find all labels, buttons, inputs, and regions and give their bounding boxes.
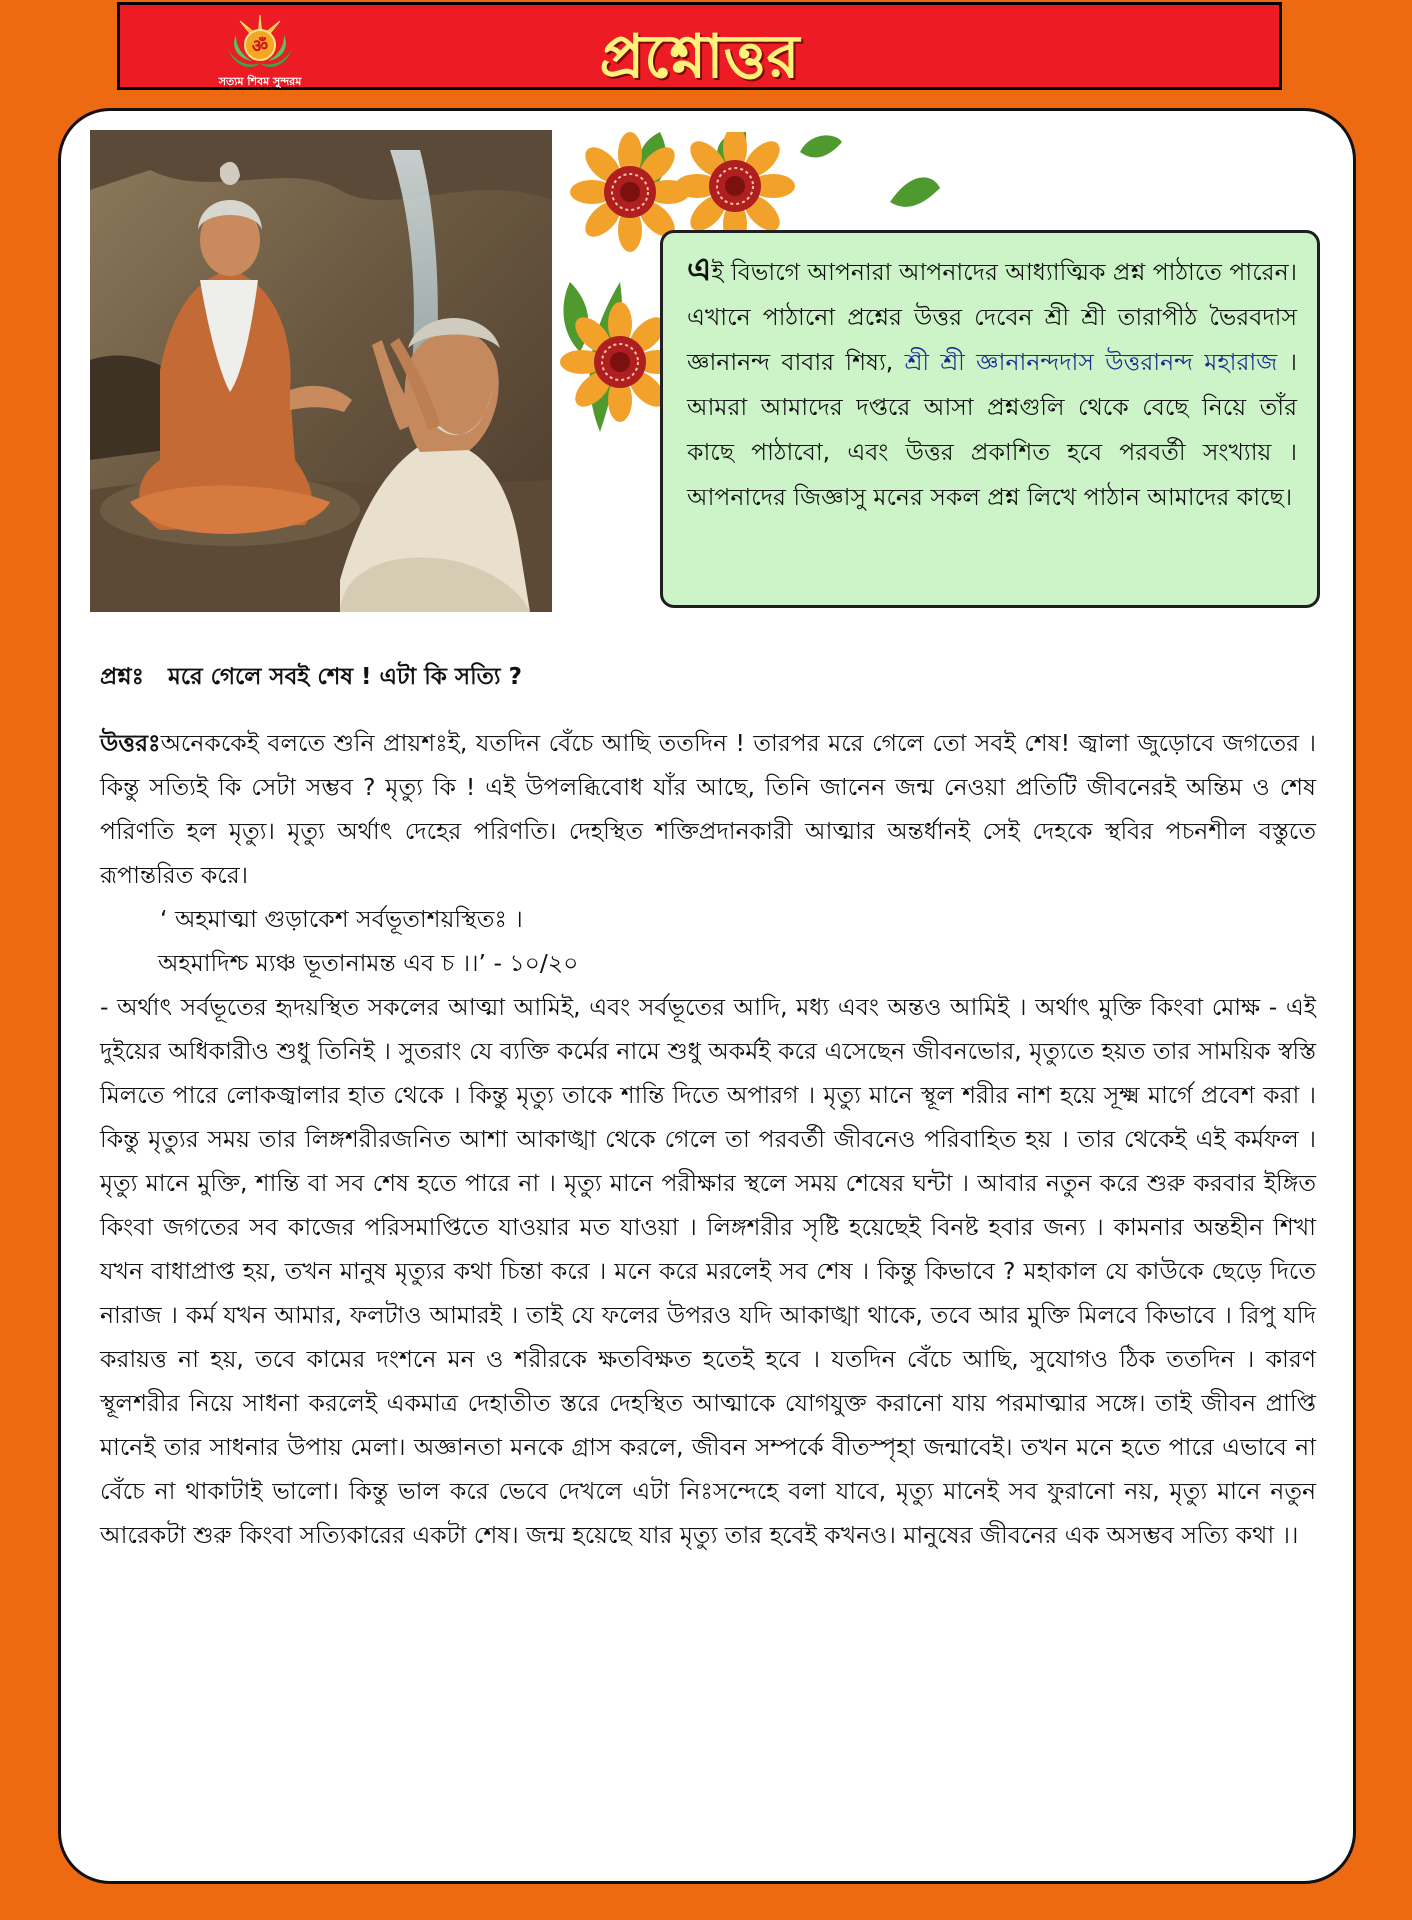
intro-text-b: । আমরা আমাদের দপ্তরে আসা প্রশ্নগুলি থেকে বেছে নিয়ে তাঁর কাছে পাঠাবো, এবং উত্তর প্রকাশিত হবে পরবর্তী সংখ্যায় । আপনাদের জিজ্ঞাসু মনের সকল প্রশ্ন লিখে পাঠান আমাদের কাছে। <box>687 348 1298 511</box>
qa-section <box>100 655 1316 1557</box>
page-title: প্রশ্নোত্তর <box>599 22 800 92</box>
answer-text-1: অনেককেই বলতে শুনি প্রায়শঃই, যতদিন বেঁচে আছি ততদিন ! তারপর মরে গেলে তো সবই শেষ! জ্বালা জুড়োবে জগতের । কিন্তু সত্যিই কি সেটা সম্ভব ? মৃত্যু কি ! এই উপলব্ধিবোধ যাঁর আছে, তিনি জানেন জন্ম নেওয়া প্রতিটি জীবনেরই অন্তিম ও শেষ পরিণতি হল মৃত্যু। মৃত্যু অর্থাৎ দেহের পরিণতি। দেহস্থিত শক্তিপ্রদানকারী আত্মার অন্তর্ধানই সেই দেহকে স্থবির পচনশীল বস্তুতে রূপান্তরিত করে। <box>100 729 1316 889</box>
question <box>100 655 1316 699</box>
header-band <box>117 2 1282 90</box>
answer-paragraph-1 <box>100 721 1316 897</box>
question-text: মরে গেলে সবই শেষ ! এটা কি সত্যি ? <box>167 664 522 690</box>
svg-text:ॐ: ॐ <box>251 36 269 57</box>
verse-line-2: অহমাদিশ্চ ম্যঞ্চ ভূতানামন্ত এব চ ।।’ - ১০/২০ <box>158 949 579 977</box>
intro-dropcap: এ <box>687 250 712 288</box>
intro-text-a: ই বিভাগে আপনারা আপনাদের আধ্যাত্মিক প্রশ্ন পাঠাতে পারেন। এখানে পাঠানো প্রশ্নের উত্তর দেবেন শ্রী শ্রী তারাপীঠ ভৈরবদাস জ্ঞানানন্দ বাবার শিষ্য, <box>687 258 1297 376</box>
intro-box <box>660 230 1320 608</box>
answer-paragraph-2: - অর্থাৎ সর্বভূতের হৃদয়স্থিত সকলের আত্মা আমিই, এবং সর্বভূতের আদি, মধ্য এবং অন্তও আমিই । অর্থাৎ মুক্তি কিংবা মোক্ষ - এই দুইয়ের অধিকারীও শুধু তিনিই । সুতরাং যে ব্যক্তি কর্মের নামে শুধু অকর্মই করে এসেছেন জীবনভোর, মৃত্যুতে হয়ত তার সাময়িক স্বস্তি মিলতে পারে লোকজ্বালার হাত থেকে । কিন্তু মৃত্যু তাকে শান্তি দিতে অপারগ । মৃত্যু মানে স্থূল শরীর নাশ হয়ে সূক্ষ্ম মার্গে প্রবেশ করা । কিন্তু মৃত্যুর সময় তার লিঙ্গশরীরজনিত আশা আকাঙ্খা থেকে গেলে তা পরবর্তী জীবনেও পরিবাহিত হয় । তার থেকেই এই কর্মফল । মৃত্যু মানে মুক্তি, শান্তি বা সব শেষ হতে পারে না । মৃত্যু মানে পরীক্ষার স্থলে সময় শেষের ঘন্টা । আবার নতুন করে শুরু করবার ইঙ্গিত কিংবা জগতের সব কাজের পরিসমাপ্তিতে যাওয়ার মত যাওয়া । লিঙ্গশরীর সৃষ্টি হয়েছেই বিনষ্ট হবার জন্য । কামনার অন্তহীন শিখা যখন বাধাপ্রাপ্ত হয়, তখন মানুষ মৃত্যুর কথা চিন্তা করে । মনে করে মরলেই সব শেষ । কিন্তু কিভাবে ? মহাকাল যে কাউকে ছেড়ে দিতে নারাজ । কর্ম যখন আমার, ফলটাও আমারই । তাই যে ফলের উপরও যদি আকাঙ্খা থাকে, তবে আর মুক্তি মিলবে কিভাবে । রিপু যদি করায়ত্ত না হয়, তবে কামের দংশনে মন ও শরীরকে ক্ষতবিক্ষত হতেই হবে । যতদিন বেঁচে আছি, সুযোগও ঠিক ততদিন । কারণ স্থূলশরীর নিয়ে সাধনা করলেই একমাত্র দেহাতীত স্তরে দেহস্থিত আত্মাকে যোগযুক্ত করানো যায় পরমাত্মার সঙ্গে। তাই জীবন প্রাপ্তি মানেই তার সাধনার উপায় মেলা। অজ্ঞানতা মনকে গ্রাস করলে, জীবন সম্পর্কে বীতস্পৃহা জন্মাবেই। তখন মনে হতে পারে এভাবে না বেঁচে না থাকাটাই ভালো। কিন্তু ভাল করে ভেবে দেখলে এটা নিঃসন্দেহে বলা যাবে, মৃত্যু মানেই সব ফুরানো নয়, মৃত্যু মানে নতুন আরেকটা শুরু কিংবা সত্যিকারের একটা শেষ। জন্ম হয়েছে যার মৃত্যু তার হবেই কখনও। মানুষের জীবনের এক অসম্ভব সত্যি কথা ।। <box>100 993 1316 1549</box>
intro-highlight-name: শ্রী শ্রী জ্ঞানানন্দদাস উত্তরানন্দ মহারাজ <box>904 348 1278 376</box>
question-label: প্রশ্নঃ <box>100 664 144 690</box>
verse-line-1: ‘ অহমাত্মা গুড়াকেশ সর্বভূতাশয়স্থিতঃ । <box>160 905 523 933</box>
logo-tagline: সত্যম শিবম সুন্দরম <box>218 75 302 88</box>
sages-in-cave-painting <box>90 130 552 612</box>
answer-label: উত্তরঃ <box>100 729 161 757</box>
